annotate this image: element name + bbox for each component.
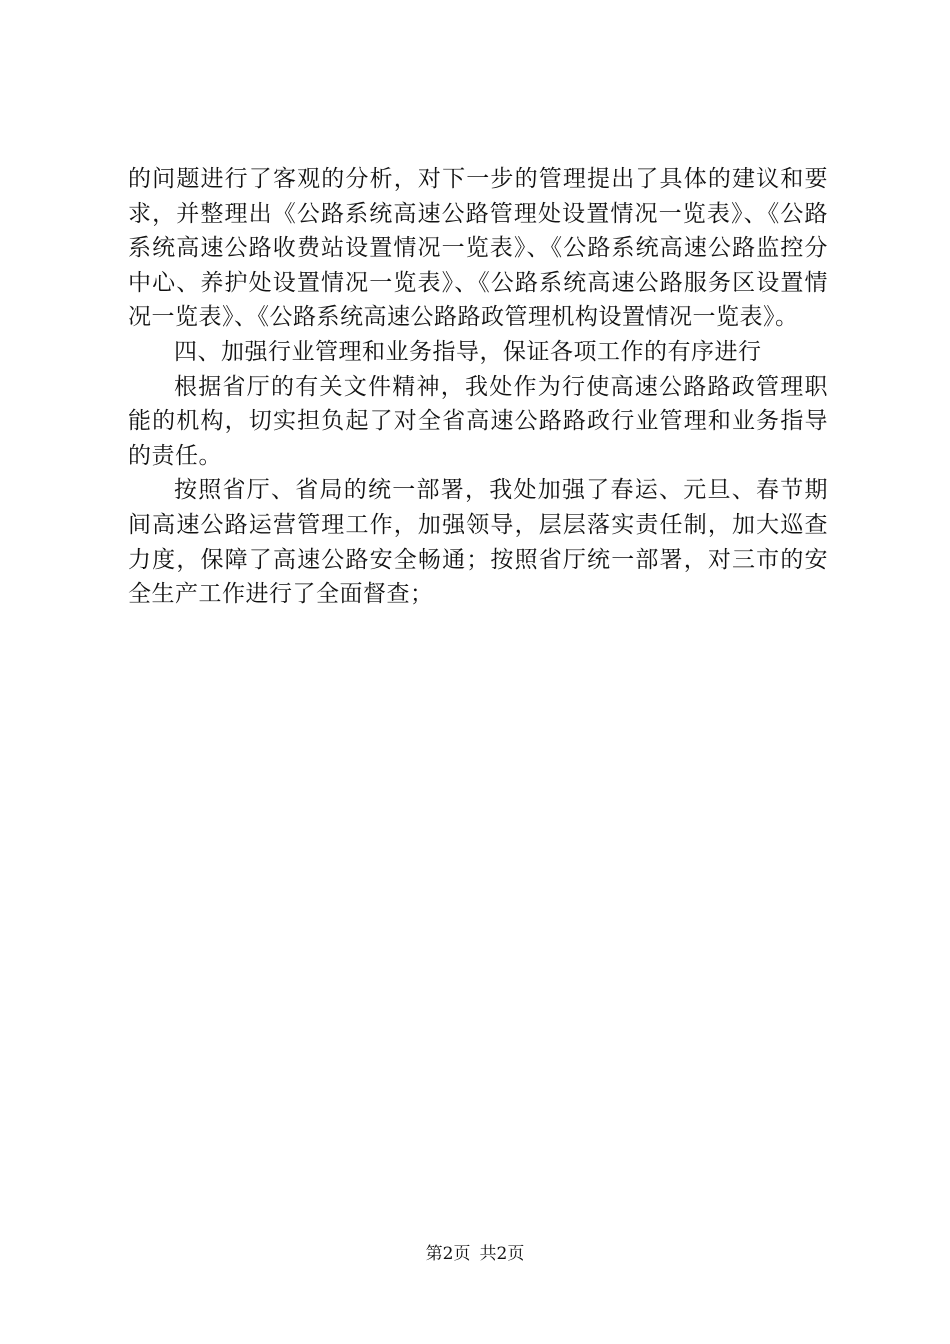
page-number: 第2页	[425, 1244, 471, 1264]
paragraph-responsibility: 根据省厅的有关文件精神，我处作为行使高速公路路政管理职能的机构，切实担负起了对全省高速公路路政行业管理和业务指导的责任。	[128, 373, 828, 469]
page-total: 共2页	[479, 1244, 525, 1264]
page-footer	[0, 1243, 950, 1265]
document-body	[128, 162, 828, 612]
paragraph-deployment: 按照省厅、省局的统一部署，我处加强了春运、元旦、春节期间高速公路运营管理工作，加强领导，层层落实责任制，加大巡查力度，保障了高速公路安全畅通；按照省厅统一部署，对三市的安全生产工作进行了全面督查；	[128, 477, 828, 608]
paragraph-continuation: 的问题进行了客观的分析，对下一步的管理提出了具体的建议和要求，并整理出《公路系统高速公路管理处设置情况一览表》、《公路系统高速公路收费站设置情况一览表》、《公路系统高速公路监控分中心、养护处设置情况一览表》、《公路系统高速公路服务区设置情况一览表》、《公路系统高速公路路政管理机构设置情况一览表》。	[128, 166, 828, 331]
section-heading: 四、加强行业管理和业务指导，保证各项工作的有序进行	[174, 338, 762, 365]
